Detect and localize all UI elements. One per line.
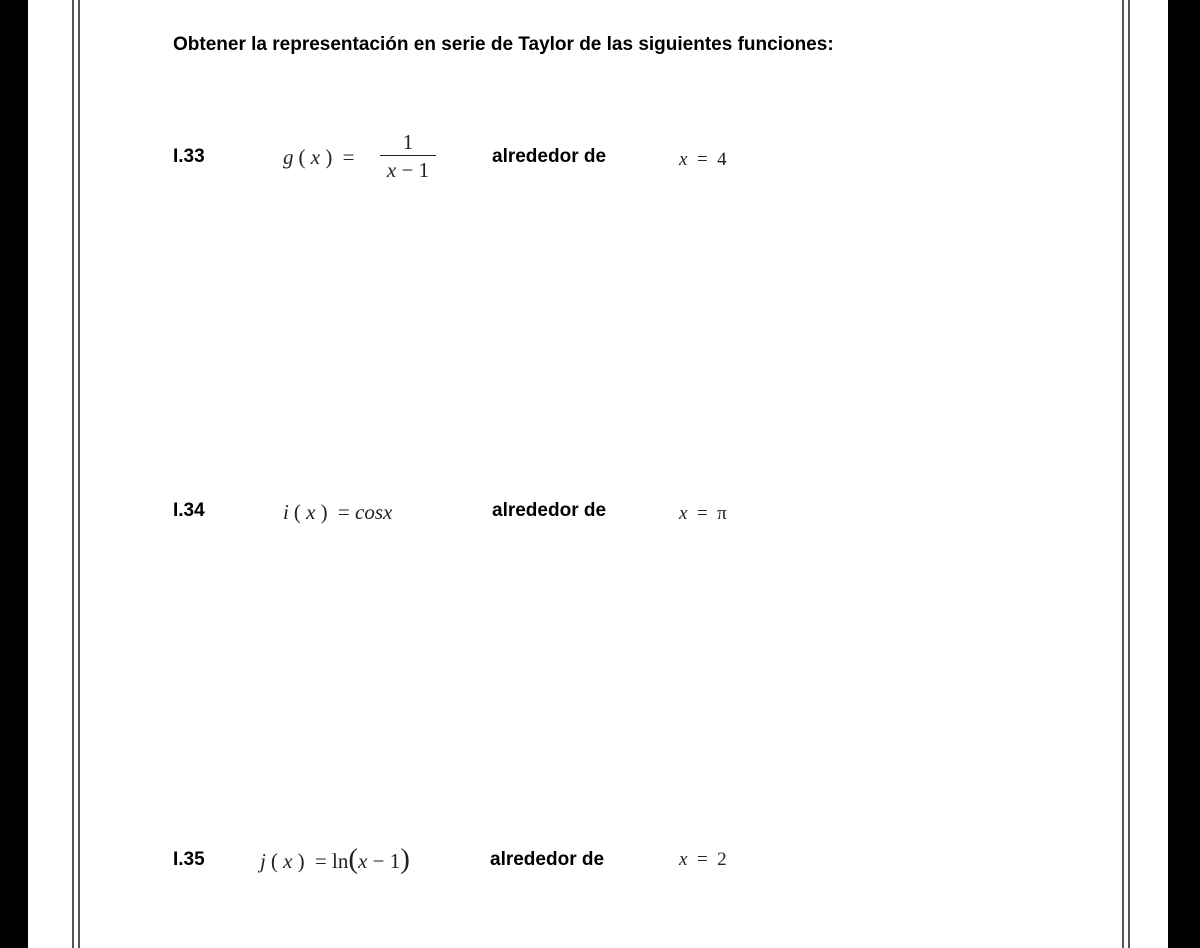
problem-number-1-35: I.35 xyxy=(173,849,205,870)
problem-number-1-33: I.33 xyxy=(173,146,205,167)
expansion-point-1-34: x = π xyxy=(679,503,727,524)
about-label-1-34: alrededor de xyxy=(492,500,607,521)
expansion-point-1-33: x = 4 xyxy=(679,149,727,170)
right-margin-line xyxy=(1128,0,1130,948)
function-var: x xyxy=(310,145,321,169)
equals-sign: = xyxy=(342,145,355,169)
fraction-bar xyxy=(380,155,436,156)
document-page xyxy=(28,0,1168,948)
fraction-one-over-x-minus-one xyxy=(380,130,436,182)
function-j: j ( x ) = ln(x − 1) xyxy=(260,843,410,875)
right-margin-line-inner xyxy=(1122,0,1124,948)
fraction-numerator: 1 xyxy=(402,130,414,154)
function-name: g xyxy=(283,145,294,169)
expansion-point-1-35: x = 2 xyxy=(679,849,727,870)
about-label-1-33: alrededor de xyxy=(492,146,607,167)
about-label-1-35: alrededor de xyxy=(490,849,605,870)
function-i: i ( x ) = cosx xyxy=(283,500,393,524)
function-rhs-ln: ln xyxy=(332,849,349,873)
problem-number-1-34: I.34 xyxy=(173,500,205,521)
fraction-denominator: x − 1 xyxy=(386,158,430,182)
function-g-lhs: g ( x ) = xyxy=(283,145,355,169)
page-heading: Obtener la representación en serie de Taylor de las siguientes funciones: xyxy=(173,34,834,55)
left-margin-line xyxy=(72,0,74,948)
function-rhs-cos: cosx xyxy=(355,500,393,524)
left-margin-line-inner xyxy=(78,0,80,948)
